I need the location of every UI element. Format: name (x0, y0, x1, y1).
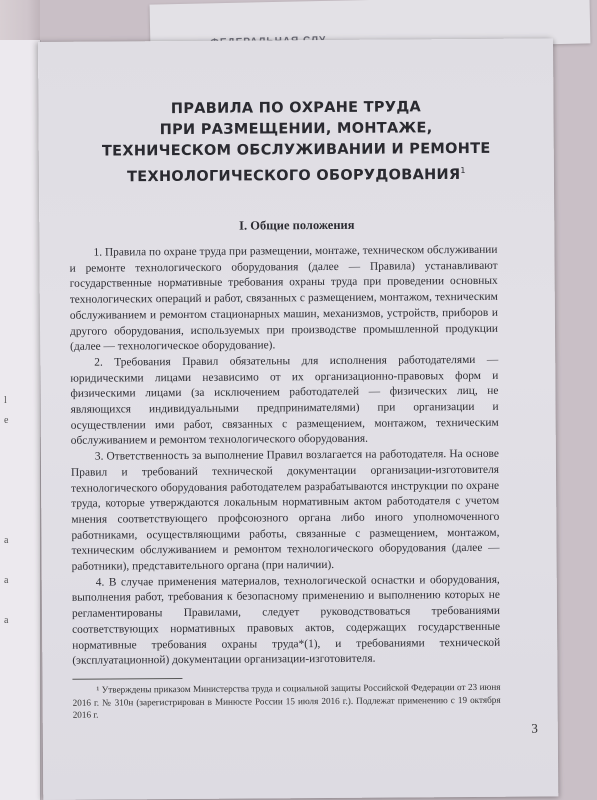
left-page-edge (0, 40, 41, 800)
paragraph: 2. Требования Правил обязательны для исполнения работодателями — юридическими лицами независимо от их организационно-правовых форм и физическими лицами (за исключением работодателей — физических лиц, не являющихся индивидуальными предпринимателями) при организации и осуществлении ими работ, связанных с размещением, монтажом, техническим обслуживанием и ремонтом технологического оборудования. (70, 353, 499, 448)
footnote-divider (72, 678, 182, 680)
title-line: ПРАВИЛА ПО ОХРАНЕ ТРУДА (170, 99, 422, 118)
paragraph: 3. Ответственность за выполнение Правил возлагается на работодателя. На основе Правил и требований технической документации организации-изготовителя технологического оборудования работодателем разрабатываются инструкции по охране труда, которые утверждаются локальным нормативным актом работодателя с учетом мнения соответствующего профсоюзного органа либо иного уполномоченного работниками, осуществляющими работы, связанные с размещением, монтажом, техническим обслуживанием и ремонтом технологического оборудования (далее — работники), представительного органа (при наличии). (70, 447, 500, 573)
body-text (69, 243, 500, 670)
footnote (72, 681, 500, 721)
footnote-text: ¹ Утверждены приказом Министерства труда и социальной защиты Российской Федерации от 23 июня 2016 г. № 310н (зарегистрирован в Минюсте России 15 июля 2016 г.). Подлежат применению с 19 октября 2016 г. (72, 681, 501, 720)
paragraph: 1. Правила по охране труда при размещении, монтаже, техническом обслуживании и ремонте технологического оборудования (далее — Правила) устанавливают государственные нормативные требования охраны труда при проведении основных технологических операций и работ, связанных с размещением, монтажом, техническим обслуживанием и ремонтом стационарных машин, механизмов, устройств, приборов и другого оборудования, используемых при производстве промышленной продукции (далее — технологическое оборудование). (69, 243, 499, 354)
left-page-fragment: l (4, 395, 7, 406)
left-page-fragment: e (4, 415, 9, 426)
title-line: ТЕХНИЧЕСКОМ ОБСЛУЖИВАНИИ И РЕМОНТЕ (101, 140, 491, 160)
title-line-text: ТЕХНОЛОГИЧЕСКОГО ОБОРУДОВАНИЯ (126, 166, 461, 186)
title-footnote-mark: 1 (460, 166, 466, 176)
left-page-fragment: а (4, 575, 9, 586)
paragraph: 4. В случае применения материалов, технологической оснастки и оборудования, выполнения работ, требования к безопасному применению и выполнению которых не регламентированы Правилами, следует руководствоваться требованиями соответствующих нормативных правовых актов, содержащих государственные нормативные требования охраны труда*(1), и требованиями технической (эксплуатационной) документации организации-изготовителя. (71, 573, 501, 668)
document-title (38, 96, 554, 188)
document-page (38, 38, 558, 800)
section-heading: I. Общие положения (239, 217, 355, 233)
left-page-fragment: а (4, 535, 9, 546)
title-line: ПРИ РАЗМЕЩЕНИИ, МОНТАЖЕ, (159, 120, 433, 139)
title-line (39, 159, 554, 188)
left-page-fragment: а (4, 615, 9, 626)
page-number: 3 (531, 720, 538, 736)
